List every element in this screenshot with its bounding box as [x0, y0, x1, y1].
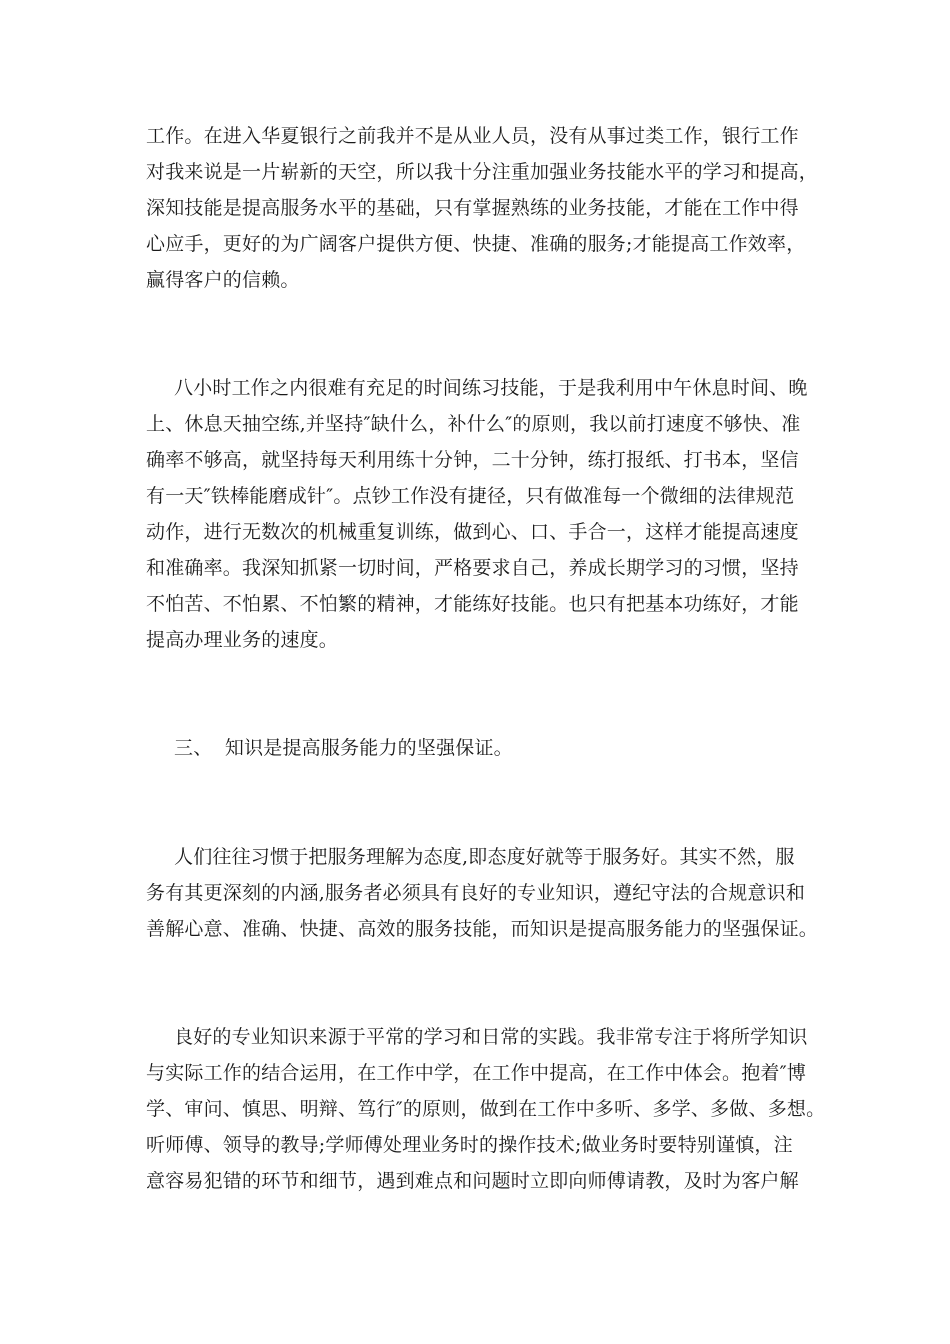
- paragraph-line: 善解心意、准确、快捷、高效的服务技能，而知识是提高服务能力的坚强保证。: [146, 918, 819, 940]
- paragraph-line: 听师傅、领导的教导;学师傅处理业务时的操作技术;做业务时要特别谨慎，注: [146, 1134, 793, 1156]
- paragraph-line: 上、休息天抽空练,并坚持″缺什么，补什么″的原则，我以前打速度不够快、准: [146, 413, 801, 435]
- paragraph-line: 心应手，更好的为广阔客户提供方便、快捷、准确的服务;才能提高工作效率，: [146, 233, 806, 255]
- paragraph-line: 意容易犯错的环节和细节，遇到难点和问题时立即向师傅请教，及时为客户解: [146, 1170, 799, 1192]
- paragraph-line: 务有其更深刻的内涵,服务者必须具有良好的专业知识，遵纪守法的合规意识和: [146, 882, 806, 904]
- paragraph-line: 提高办理业务的速度。: [146, 629, 339, 651]
- paragraph-line: 与实际工作的结合运用，在工作中学，在工作中提高，在工作中体会。抱着″博: [146, 1062, 807, 1084]
- paragraph-line: 对我来说是一片崭新的天空，所以我十分注重加强业务技能水平的学习和提高，: [146, 161, 819, 183]
- paragraph-line: 有一天″铁棒能磨成针″。点钞工作没有捷径，只有做准每一个微细的法律规范: [146, 485, 795, 507]
- paragraph-line: 赢得客户的信赖。: [146, 269, 300, 291]
- paragraph-line: 深知技能是提高服务水平的基础，只有掌握熟练的业务技能，才能在工作中得: [146, 197, 799, 219]
- paragraph-line: 学、审问、慎思、明辩、笃行″的原则，做到在工作中多听、多学、多做、多想。: [146, 1098, 826, 1120]
- paragraph-line: 良好的专业知识来源于平常的学习和日常的实践。我非常专注于将所学知识: [174, 1026, 808, 1048]
- paragraph-line: 不怕苦、不怕累、不怕繁的精神，才能练好技能。也只有把基本功练好，才能: [146, 593, 799, 615]
- paragraph-line: 和准确率。我深知抓紧一切时间，严格要求自己，养成长期学习的习惯，坚持: [146, 557, 799, 579]
- paragraph-line: 动作，进行无数次的机械重复训练，做到心、口、手合一，这样才能提高速度: [146, 521, 799, 543]
- paragraph-line: 确率不够高，就坚持每天利用练十分钟，二十分钟，练打报纸、打书本，坚信: [146, 449, 799, 471]
- section-heading: 三、 知识是提高服务能力的坚强保证。: [174, 737, 513, 759]
- paragraph-line: 工作。在进入华夏银行之前我并不是从业人员，没有从事过类工作，银行工作: [146, 125, 799, 147]
- paragraph-line: 八小时工作之内很难有充足的时间练习技能，于是我利用中午休息时间、晚: [174, 377, 808, 399]
- paragraph-line: 人们往往习惯于把服务理解为态度,即态度好就等于服务好。其实不然，服: [174, 846, 795, 868]
